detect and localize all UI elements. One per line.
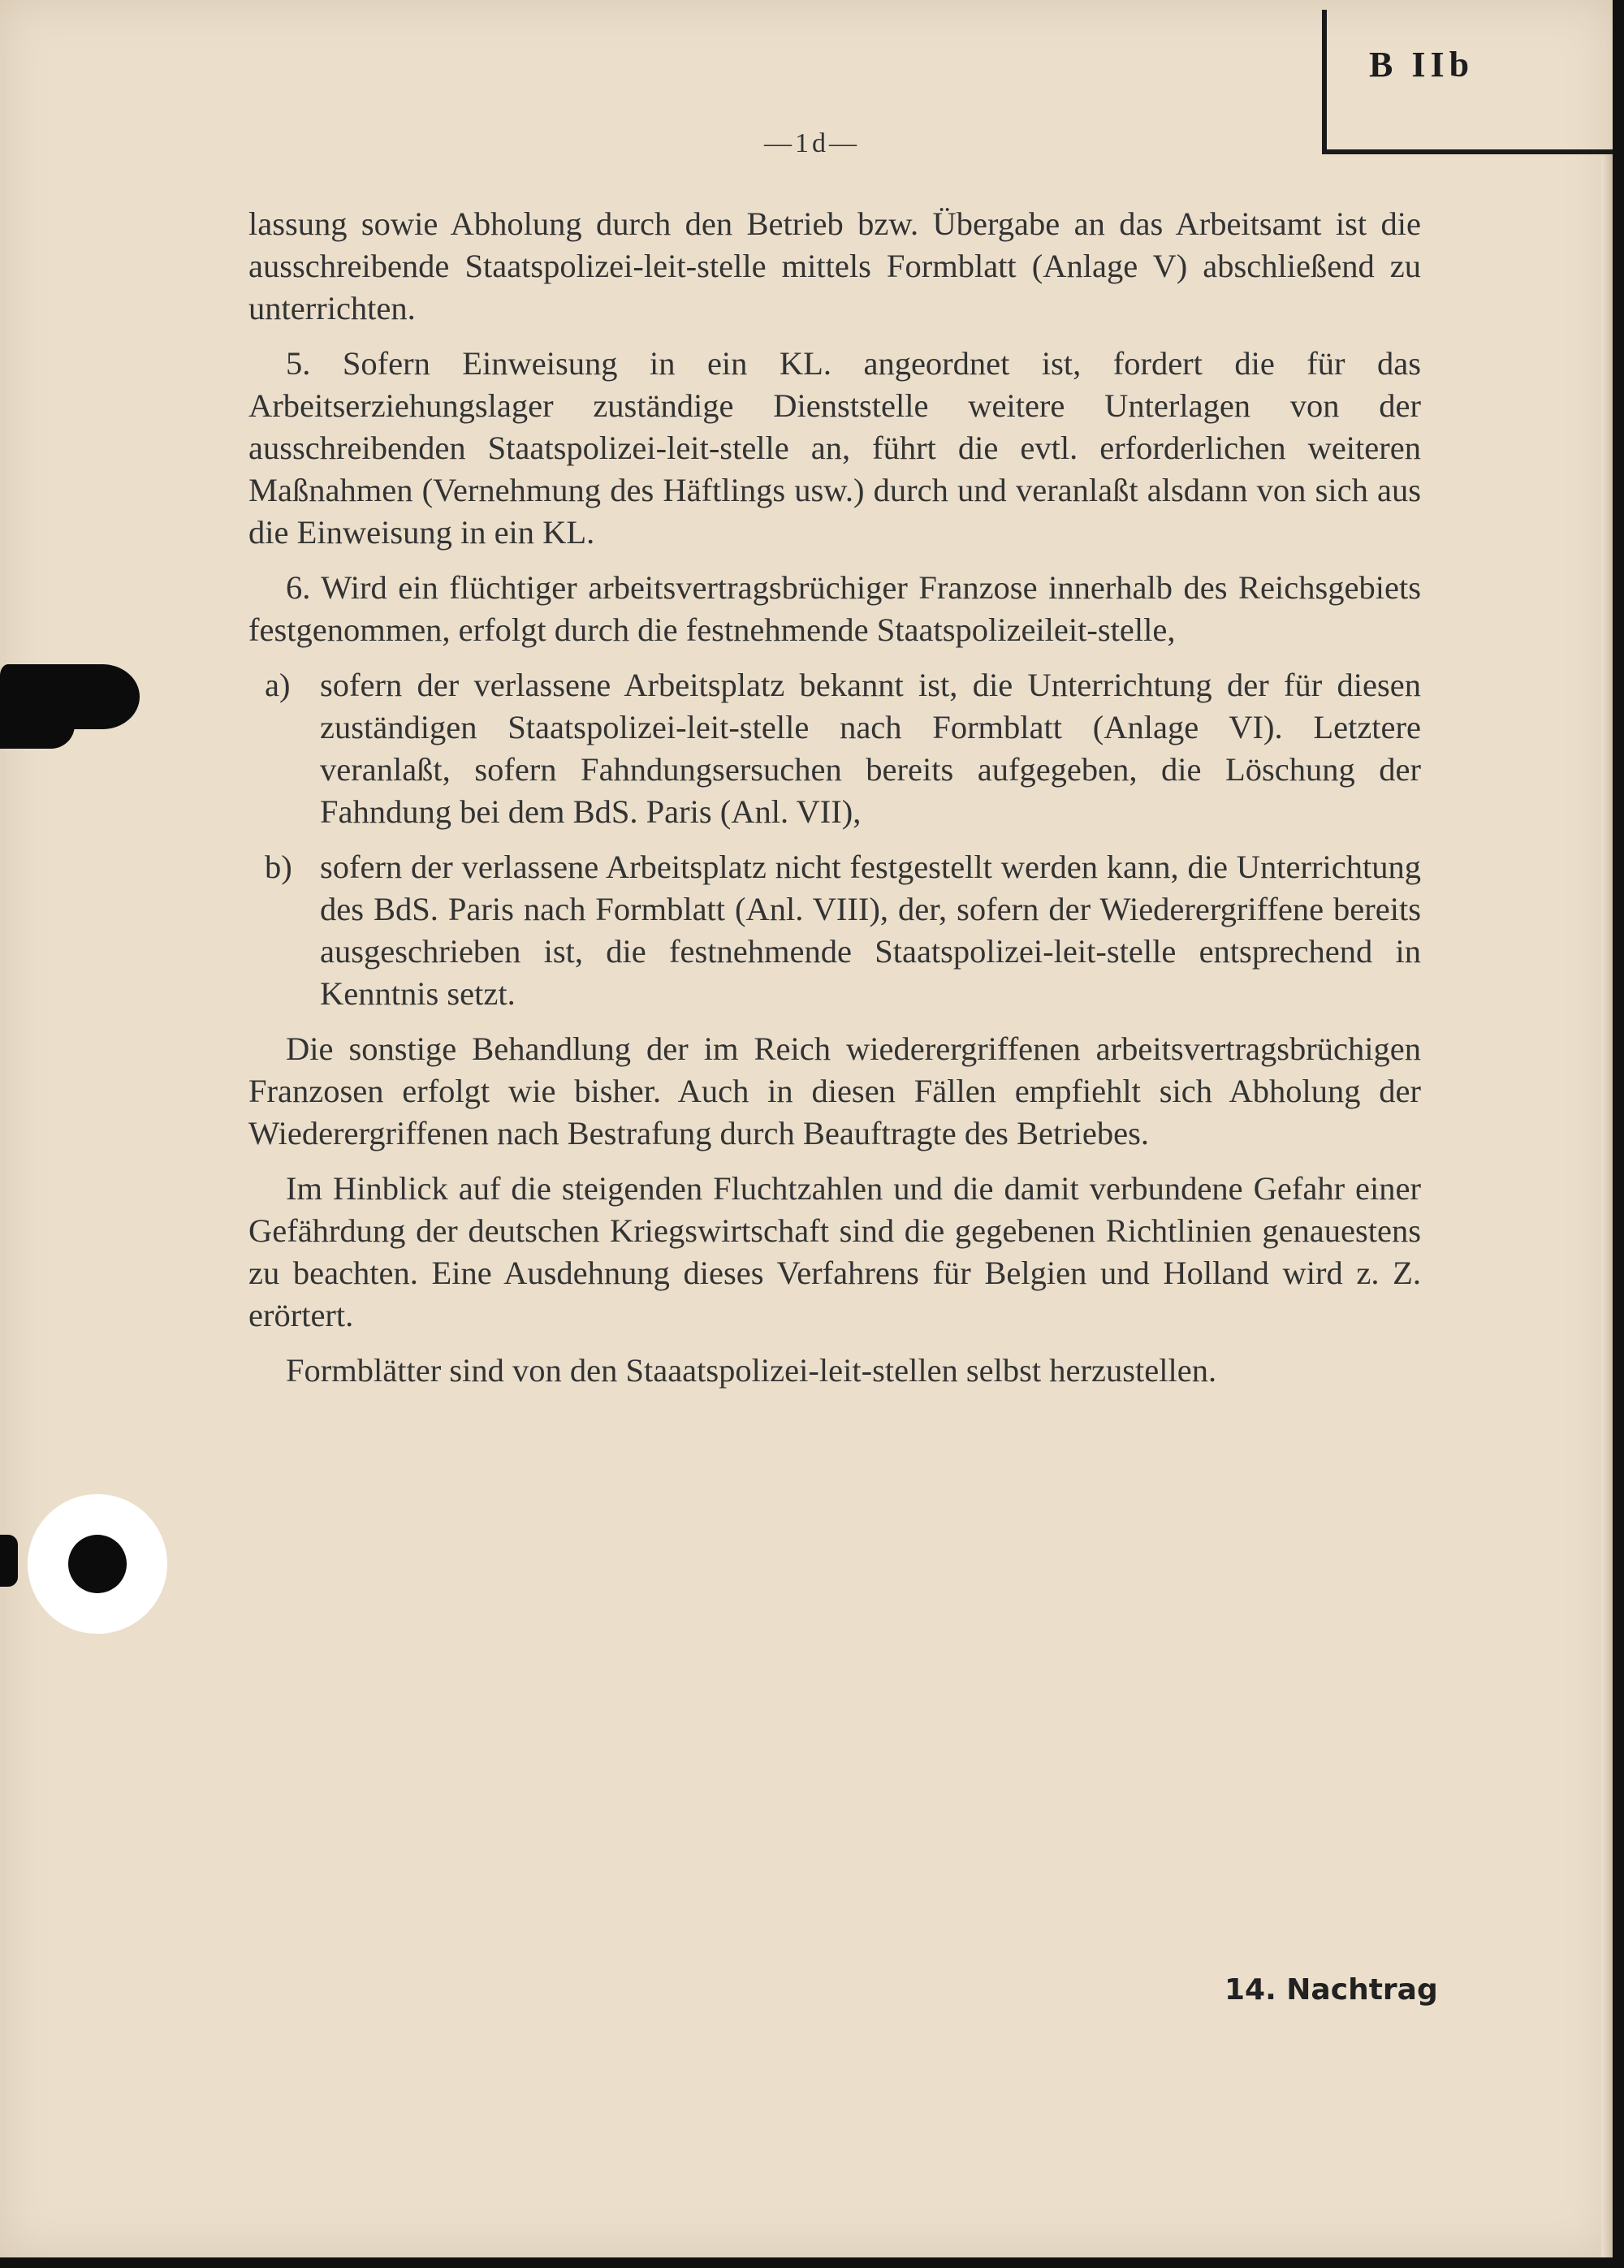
section-label: B IIb <box>1369 45 1475 84</box>
page-edge <box>1601 154 1613 2257</box>
list-marker-b: b) <box>265 849 292 885</box>
edge-ink-mark <box>0 1535 18 1587</box>
paragraph-guidelines: Im Hinblick auf die steigenden Fluchtzahlen und die damit verbundene Gefahr einer Gefährdung der deutschen Kriegswirtschaft sind die gegebenen Richtlinien genauestens zu beachten. Eine Ausdehnung dieses Verfahrens für Belgien und Holland wird z. Z. erörtert. <box>248 1170 1421 1333</box>
paragraph-5: 5. Sofern Einweisung in ein KL. angeordnet ist, fordert die für das Arbeitserziehungslager zuständige Dienststelle weitere Unterlagen von der ausschreibenden Staatspolizei-leit-stelle an, führt die evtl. erforderlichen weiteren Maßnahmen (Vernehmung des Häftlings usw.) durch und veranlaßt alsdann von sich aus die Einweisung in ein KL. <box>248 345 1421 551</box>
ink-blot-tail <box>0 706 75 749</box>
list-text-b: sofern der verlassene Arbeitsplatz nicht festgestellt werden kann, die Unterrichtung des BdS. Paris nach Formblatt (Anl. VIII), der, sofern der Wiederergriffene bereits ausgeschrieben ist, die festnehmende Staatspolizei-leit-stelle entsprechend in Kenntnis setzt. <box>320 849 1421 1012</box>
body-text <box>248 203 1421 1405</box>
page-number: —1d— <box>764 128 860 158</box>
list-text-a: sofern der verlassene Arbeitsplatz bekannt ist, die Unterrichtung der für diesen zuständigen Staatspolizei-leit-stelle nach Formblatt (Anlage VI). Letztere veranlaßt, sofern Fahndungsersuchen bereits aufgegeben, die Löschung der Fahndung bei dem BdS. Paris (Anl. VII), <box>320 667 1421 830</box>
paragraph-6: 6. Wird ein flüchtiger arbeitsvertragsbrüchiger Franzose innerhalb des Reichsgebiets festgenommen, erfolgt durch die festnehmende Staatspolizeileit-stelle, <box>248 569 1421 648</box>
paragraph-intro: lassung sowie Abholung durch den Betrieb bzw. Übergabe an das Arbeitsamt ist die ausschreibende Staatspolizei-leit-stelle mittels Formblatt (Anlage V) abschließend zu unterrichten. <box>248 205 1421 326</box>
paragraph-forms: Formblätter sind von den Staaatspolizei-leit-stellen selbst herzustellen. <box>286 1352 1217 1389</box>
paragraph-other-treatment: Die sonstige Behandlung der im Reich wiederergriffenen arbeitsvertragsbrüchigen Franzosen erfolgt wie bisher. Auch in diesen Fällen empfiehlt sich Abholung der Wiederergriffenen nach Bestrafung durch Beauftragte des Betriebes. <box>248 1030 1421 1151</box>
list-item-b <box>248 846 1421 1015</box>
punch-hole <box>68 1535 127 1593</box>
list-marker-a: a) <box>265 667 291 703</box>
supplement-label: 14. Nachtrag <box>1224 1973 1438 2007</box>
list-item-a <box>248 664 1421 833</box>
